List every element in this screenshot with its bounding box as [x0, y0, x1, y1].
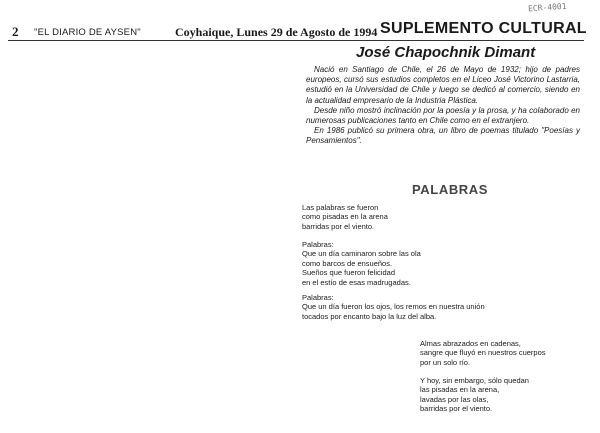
- poem-line: Palabras:: [302, 240, 334, 249]
- poem-line: Y hoy, sin embargo, sólo quedan: [420, 376, 529, 385]
- poem-stanza-1: [302, 203, 388, 231]
- poem-line: como barcos de ensueños.: [302, 258, 393, 268]
- poem-line: sangre que fluyó en nuestros cuerpos: [420, 348, 546, 358]
- poem-line: como pisadas en la arena: [302, 212, 388, 222]
- newspaper-name: "EL DIARIO DE AYSEN": [34, 27, 141, 38]
- poem-stanza-2: [302, 240, 421, 287]
- poem-line: en el estío de esas madrugadas.: [302, 277, 411, 287]
- poem-line: Sueños que fueron felicidad: [302, 268, 395, 278]
- poem-line: Las palabras se fueron: [302, 203, 379, 212]
- header-divider: [8, 40, 584, 41]
- bio-paragraph: Nació en Santiago de Chile, el 26 de Mayo de 1932; hijo de padres europeos, cursó sus estudios completos en el Liceo José Victorino Lastarria, estudió en la Universidad de Chile y luego se dedicó al comercio, siendo en la actualidad empresario de la Industria Plástica.: [306, 65, 580, 105]
- poem-line: Que un día caminaron sobre las ola: [302, 249, 421, 259]
- poem-line: las pisadas en la arena,: [420, 385, 500, 395]
- author-bio: [306, 65, 580, 147]
- poem-stanza-5: [420, 376, 529, 414]
- poem-line: por un solo río.: [420, 357, 471, 367]
- poem-line: Que un día fueron los ojos, los remos en nuestra unión: [302, 302, 485, 312]
- poem-line: barridas por el viento.: [420, 404, 493, 414]
- poem-stanza-4: [420, 339, 546, 367]
- poem-line: barridas por el viento.: [302, 221, 375, 231]
- author-name: José Chapochnik Dimant: [356, 44, 536, 61]
- section-title: SUPLEMENTO CULTURAL: [380, 20, 587, 37]
- poem-stanza-3: [302, 293, 485, 321]
- poem-line: tocados por encanto bajo la luz del alba.: [302, 311, 437, 321]
- bio-paragraph: En 1986 publicó su primera obra, un libro de poemas titulado "Poesías y Pensamientos".: [306, 126, 580, 146]
- poem-title: PALABRAS: [412, 182, 489, 197]
- poem-line: Palabras:: [302, 293, 334, 302]
- dateline: Coyhaique, Lunes 29 de Agosto de 1994: [175, 25, 378, 39]
- handwritten-archive-note: ECR-4001: [527, 1, 567, 14]
- poem-line: Almas abrazados en cadenas,: [420, 339, 521, 348]
- poem-line: lavadas por las olas,: [420, 394, 489, 404]
- bio-paragraph: Desde niño mostró inclinación por la poesía y la prosa, y ha colaborado en numerosas publicaciones tanto en Chile como en el extranjero.: [306, 105, 580, 126]
- page-number: 2: [12, 24, 19, 39]
